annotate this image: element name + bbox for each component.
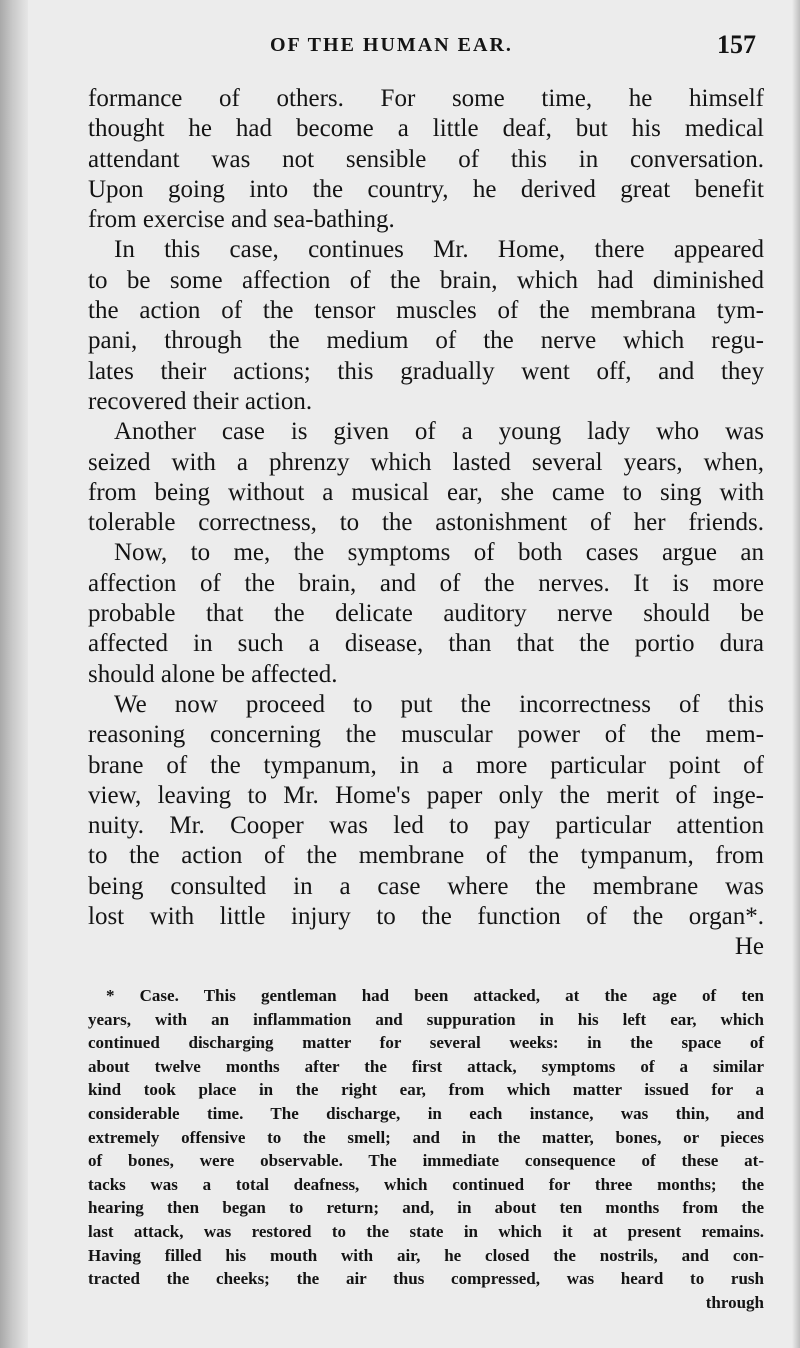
footnote-catchword: through [705,1292,764,1312]
running-header: OF THE HUMAN EAR. [270,34,513,56]
text-line: Upon going into the country, he derived great benefit [88,175,764,203]
page-gutter-shadow [0,0,28,1348]
page-edge-shadow [792,0,800,1348]
footnote-line: * Case. This gentleman had been attacked, at the age of ten [106,986,764,1005]
text-line: affection of the brain, and of the nerves. It is more [88,569,764,597]
footnote-line: about twelve months after the first attack, symptoms of a similar [88,1056,764,1076]
text-line: reasoning concerning the muscular power of the mem- [88,721,764,749]
footnote-line: tacks was a total deafness, which continued for three months; the [88,1174,764,1194]
footnote-line: extremely offensive to the smell; and in the matter, bones, or pieces [88,1127,764,1147]
text-line: being consulted in a case where the membrane was [88,872,764,900]
text-line: affected in such a disease, than that the portio dura [88,630,764,658]
text-line: should alone be affected. [88,660,338,688]
text-line: tolerable correctness, to the astonishment of her friends. [88,509,764,537]
text-line: Now, to me, the symptoms of both cases argue an [114,539,764,567]
text-line: attendant was not sensible of this in conversation. [88,145,764,173]
footnote-line: last attack, was restored to the state in which it at present remains. [88,1221,764,1241]
footnote-line: of bones, were observable. The immediate consequence of these at- [88,1151,764,1171]
text-line: We now proceed to put the incorrectness of this [114,690,764,718]
text-line: to the action of the membrane of the tympanum, from [88,842,764,870]
text-line: the action of the tensor muscles of the membrana tym- [88,297,764,325]
footnote-line: Having filled his mouth with air, he closed the nostrils, and con- [88,1245,764,1265]
text-line: brane of the tympanum, in a more particular point of [88,751,764,779]
text-line: from exercise and sea-bathing. [88,206,395,234]
page-number: 157 [717,30,756,59]
text-line: thought he had become a little deaf, but his medical [88,115,764,143]
text-line: from being without a musical ear, she came to sing with [88,478,764,506]
text-line: seized with a phrenzy which lasted several years, when, [88,448,764,476]
footnote-line: tracted the cheeks; the air thus compressed, was heard to rush [88,1269,764,1289]
text-line: to be some affection of the brain, which had diminished [88,266,764,294]
footnote-line: kind took place in the right ear, from which matter issued for a [88,1080,764,1100]
text-line: lates their actions; this gradually went off, and they [88,357,764,385]
main-text [88,84,764,963]
text-line: nuity. Mr. Cooper was led to pay particular attention [88,812,764,840]
footnote-line: considerable time. The discharge, in each instance, was thin, and [88,1103,764,1123]
footnote-line: continued discharging matter for several weeks: in the space of [88,1033,764,1053]
text-line: formance of others. For some time, he himself [88,85,764,112]
text-line: In this case, continues Mr. Home, there appeared [114,236,764,264]
footnote-line: years, with an inflammation and suppuration in his left ear, which [88,1009,764,1029]
text-line: lost with little injury to the function of the organ*. [88,903,764,931]
text-line: view, leaving to Mr. Home's paper only the merit of inge- [88,781,764,809]
text-line: probable that the delicate auditory nerve should be [88,600,764,628]
footnote [88,984,764,1314]
text-line: pani, through the medium of the nerve which regu- [88,327,764,355]
text-line: Another case is given of a young lady who was [114,418,764,446]
footnote-line: hearing then began to return; and, in about ten months from the [88,1198,764,1218]
text-line: recovered their action. [88,387,313,415]
catchword: He [734,933,764,961]
